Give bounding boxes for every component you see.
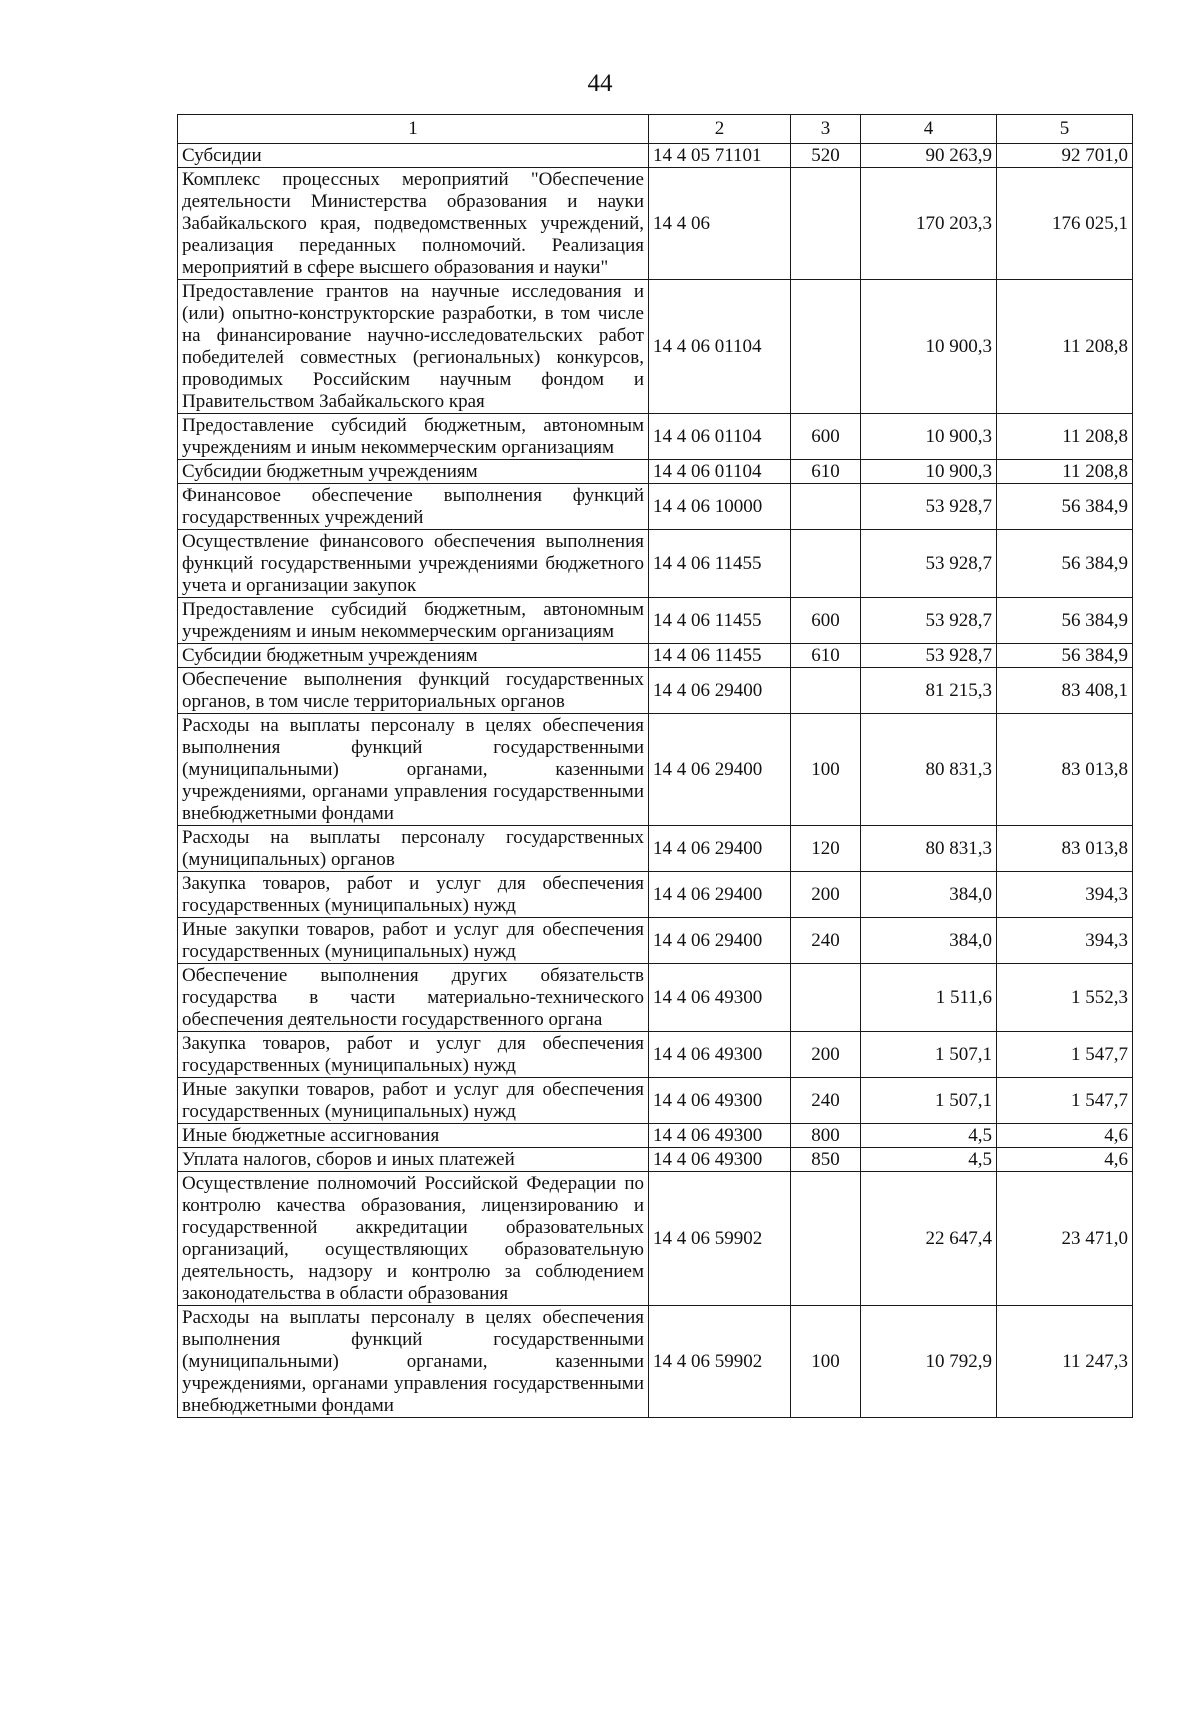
row-value-col4: 4,5	[861, 1148, 997, 1172]
row-name: Субсидии бюджетным учреждениям	[178, 460, 649, 484]
row-value-col4: 22 647,4	[861, 1172, 997, 1306]
row-value-col4: 90 263,9	[861, 144, 997, 168]
row-expense-type: 200	[791, 1032, 861, 1078]
row-expense-type: 600	[791, 414, 861, 460]
table-row	[178, 1148, 1133, 1172]
table-row	[178, 872, 1133, 918]
row-expense-type: 100	[791, 1306, 861, 1418]
table-row	[178, 1306, 1133, 1418]
table-row	[178, 484, 1133, 530]
row-code: 14 4 06 49300	[649, 1124, 791, 1148]
row-code: 14 4 06 49300	[649, 964, 791, 1032]
column-header: 4	[861, 115, 997, 144]
table-row	[178, 414, 1133, 460]
table-row	[178, 598, 1133, 644]
row-name: Иные закупки товаров, работ и услуг для обеспечения государственных (муниципальных) нужд	[178, 1078, 649, 1124]
table-row	[178, 530, 1133, 598]
row-value-col5: 83 408,1	[997, 668, 1133, 714]
row-name: Обеспечение выполнения функций государственных органов, в том числе территориальных органов	[178, 668, 649, 714]
row-value-col4: 1 507,1	[861, 1032, 997, 1078]
row-code: 14 4 06 01104	[649, 280, 791, 414]
row-name: Иные закупки товаров, работ и услуг для обеспечения государственных (муниципальных) нужд	[178, 918, 649, 964]
row-code: 14 4 06 01104	[649, 414, 791, 460]
row-value-col4: 1 507,1	[861, 1078, 997, 1124]
row-value-col4: 80 831,3	[861, 826, 997, 872]
row-value-col4: 10 900,3	[861, 414, 997, 460]
row-value-col4: 53 928,7	[861, 598, 997, 644]
row-value-col4: 1 511,6	[861, 964, 997, 1032]
row-code: 14 4 06 49300	[649, 1032, 791, 1078]
row-value-col4: 10 900,3	[861, 280, 997, 414]
table-row	[178, 826, 1133, 872]
row-name: Иные бюджетные ассигнования	[178, 1124, 649, 1148]
row-expense-type: 610	[791, 460, 861, 484]
table-row	[178, 644, 1133, 668]
row-value-col4: 4,5	[861, 1124, 997, 1148]
row-expense-type: 520	[791, 144, 861, 168]
row-value-col4: 10 900,3	[861, 460, 997, 484]
row-name: Финансовое обеспечение выполнения функций государственных учреждений	[178, 484, 649, 530]
row-name: Предоставление субсидий бюджетным, автономным учреждениям и иным некоммерческим организациям	[178, 414, 649, 460]
row-value-col5: 1 547,7	[997, 1078, 1133, 1124]
row-value-col4: 80 831,3	[861, 714, 997, 826]
row-name: Закупка товаров, работ и услуг для обеспечения государственных (муниципальных) нужд	[178, 1032, 649, 1078]
table-row	[178, 1124, 1133, 1148]
row-value-col5: 1 552,3	[997, 964, 1133, 1032]
row-value-col4: 170 203,3	[861, 168, 997, 280]
table-row	[178, 964, 1133, 1032]
row-value-col5: 56 384,9	[997, 530, 1133, 598]
row-value-col5: 56 384,9	[997, 598, 1133, 644]
row-expense-type	[791, 964, 861, 1032]
row-value-col5: 83 013,8	[997, 714, 1133, 826]
row-code: 14 4 06 29400	[649, 668, 791, 714]
row-value-col5: 23 471,0	[997, 1172, 1133, 1306]
row-value-col4: 53 928,7	[861, 530, 997, 598]
row-expense-type	[791, 168, 861, 280]
table-row	[178, 144, 1133, 168]
row-code: 14 4 06 29400	[649, 918, 791, 964]
row-expense-type	[791, 484, 861, 530]
row-code: 14 4 06	[649, 168, 791, 280]
row-value-col4: 384,0	[861, 872, 997, 918]
row-expense-type: 610	[791, 644, 861, 668]
header-row	[178, 115, 1133, 144]
row-expense-type	[791, 1172, 861, 1306]
row-expense-type: 850	[791, 1148, 861, 1172]
row-value-col4: 53 928,7	[861, 484, 997, 530]
column-header: 3	[791, 115, 861, 144]
row-value-col5: 394,3	[997, 872, 1133, 918]
row-value-col4: 384,0	[861, 918, 997, 964]
column-header: 1	[178, 115, 649, 144]
row-code: 14 4 06 29400	[649, 826, 791, 872]
row-name: Предоставление субсидий бюджетным, автономным учреждениям и иным некоммерческим организациям	[178, 598, 649, 644]
row-name: Осуществление финансового обеспечения выполнения функций государственными учреждениями бюджетного учета и организации закупок	[178, 530, 649, 598]
row-value-col5: 11 208,8	[997, 460, 1133, 484]
row-code: 14 4 06 49300	[649, 1078, 791, 1124]
row-value-col4: 81 215,3	[861, 668, 997, 714]
row-expense-type: 240	[791, 1078, 861, 1124]
row-code: 14 4 06 29400	[649, 714, 791, 826]
row-value-col4: 53 928,7	[861, 644, 997, 668]
table-row	[178, 460, 1133, 484]
row-expense-type: 240	[791, 918, 861, 964]
row-code: 14 4 06 49300	[649, 1148, 791, 1172]
budget-table	[177, 114, 1133, 1418]
row-code: 14 4 06 10000	[649, 484, 791, 530]
table-row	[178, 280, 1133, 414]
row-expense-type: 100	[791, 714, 861, 826]
column-header: 5	[997, 115, 1133, 144]
row-code: 14 4 06 59902	[649, 1306, 791, 1418]
row-value-col5: 92 701,0	[997, 144, 1133, 168]
row-code: 14 4 06 29400	[649, 872, 791, 918]
row-value-col5: 56 384,9	[997, 644, 1133, 668]
row-name: Субсидии	[178, 144, 649, 168]
row-name: Субсидии бюджетным учреждениям	[178, 644, 649, 668]
row-name: Осуществление полномочий Российской Федерации по контролю качества образования, лицензированию и государственной аккредитации образовательных организаций, осуществляющих образовательную деятельность, надзору и контролю за соблюдением законодательства в области образования	[178, 1172, 649, 1306]
row-expense-type	[791, 668, 861, 714]
row-value-col5: 11 247,3	[997, 1306, 1133, 1418]
table-row	[178, 168, 1133, 280]
row-value-col5: 11 208,8	[997, 414, 1133, 460]
table-row	[178, 668, 1133, 714]
row-name: Расходы на выплаты персоналу в целях обеспечения выполнения функций государственными (муниципальными) органами, казенными учреждениями, органами управления государственными внебюджетными фондами	[178, 1306, 649, 1418]
row-value-col5: 176 025,1	[997, 168, 1133, 280]
row-value-col5: 1 547,7	[997, 1032, 1133, 1078]
row-expense-type: 200	[791, 872, 861, 918]
row-code: 14 4 06 11455	[649, 598, 791, 644]
row-name: Закупка товаров, работ и услуг для обеспечения государственных (муниципальных) нужд	[178, 872, 649, 918]
row-code: 14 4 05 71101	[649, 144, 791, 168]
table-row	[178, 714, 1133, 826]
page-number: 44	[587, 70, 613, 97]
row-expense-type	[791, 280, 861, 414]
row-value-col4: 10 792,9	[861, 1306, 997, 1418]
row-code: 14 4 06 11455	[649, 530, 791, 598]
row-value-col5: 83 013,8	[997, 826, 1133, 872]
row-expense-type: 600	[791, 598, 861, 644]
table-row	[178, 1032, 1133, 1078]
row-name: Расходы на выплаты персоналу в целях обеспечения выполнения функций государственными (муниципальными) органами, казенными учреждениями, органами управления государственными внебюджетными фондами	[178, 714, 649, 826]
row-value-col5: 11 208,8	[997, 280, 1133, 414]
row-expense-type: 800	[791, 1124, 861, 1148]
row-name: Уплата налогов, сборов и иных платежей	[178, 1148, 649, 1172]
table-row	[178, 1078, 1133, 1124]
row-value-col5: 4,6	[997, 1148, 1133, 1172]
row-value-col5: 4,6	[997, 1124, 1133, 1148]
row-code: 14 4 06 59902	[649, 1172, 791, 1306]
row-name: Обеспечение выполнения других обязательств государства в части материально-технического обеспечения деятельности государственного органа	[178, 964, 649, 1032]
row-expense-type: 120	[791, 826, 861, 872]
row-value-col5: 56 384,9	[997, 484, 1133, 530]
table-row	[178, 918, 1133, 964]
row-expense-type	[791, 530, 861, 598]
row-name: Предоставление грантов на научные исследования и (или) опытно-конструкторские разработки, в том числе на финансирование научно-исследовательских работ победителей совместных (региональных) конкурсов, проводимых Российским научным фондом и Правительством Забайкальского края	[178, 280, 649, 414]
row-code: 14 4 06 01104	[649, 460, 791, 484]
row-name: Комплекс процессных мероприятий "Обеспечение деятельности Министерства образования и науки Забайкальского края, подведомственных учреждений, реализация переданных полномочий. Реализация мероприятий в сфере высшего образования и науки"	[178, 168, 649, 280]
row-value-col5: 394,3	[997, 918, 1133, 964]
row-code: 14 4 06 11455	[649, 644, 791, 668]
table-row	[178, 1172, 1133, 1306]
column-header: 2	[649, 115, 791, 144]
row-name: Расходы на выплаты персоналу государственных (муниципальных) органов	[178, 826, 649, 872]
